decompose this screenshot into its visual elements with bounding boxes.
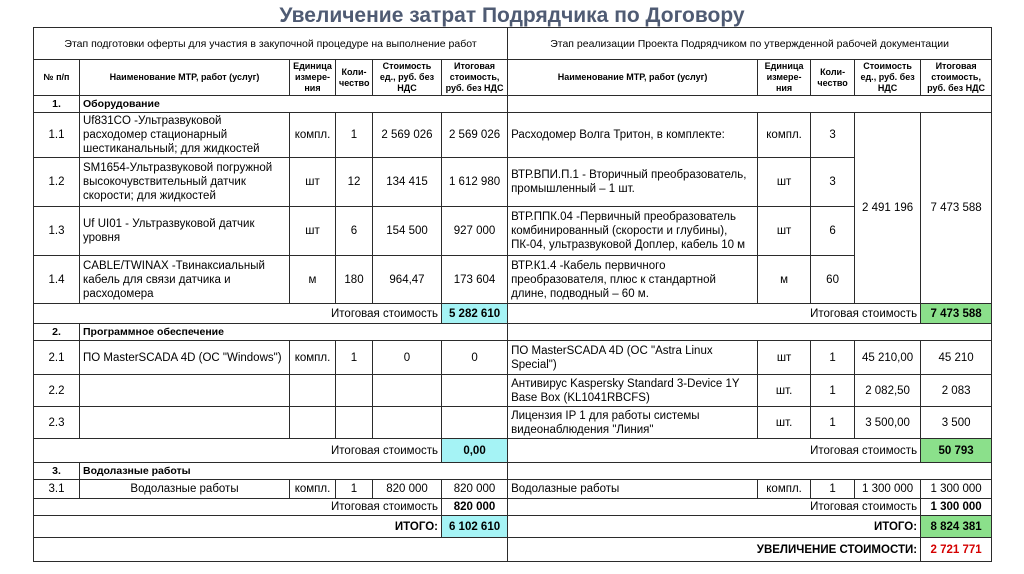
grand-total-row bbox=[34, 516, 992, 538]
subtotal-row: Итоговая стоимость 5 282 610 Итоговая стоимость 7 473 588 bbox=[34, 304, 992, 324]
section-num: 1. bbox=[34, 96, 80, 113]
subtotal-row: Итоговая стоимость 820 000 Итоговая стоимость 1 300 000 bbox=[34, 499, 992, 516]
table-row: 1.3 Uf UI01 - Ультразвуковой датчик уровня шт 6 154 500 927 000 ВТР.ППК.04 -Первичный преобразователь комбинированный (скорости и глубины), ПК-04, ультразвуковой Доплер, кабель 10 м шт 6 bbox=[34, 207, 992, 256]
col-total-header: Итоговая стоимость, руб. без НДС bbox=[442, 60, 508, 96]
col-total-header-right: Итоговая стоимость, руб. без НДС bbox=[921, 60, 992, 96]
itogo-right: 8 824 381 bbox=[921, 516, 992, 538]
col-unit-header-right: Единица измере-ния bbox=[758, 60, 811, 96]
subtotal-left: 820 000 bbox=[442, 499, 508, 516]
col-name-header: Наименование МТР, работ (услуг) bbox=[80, 60, 290, 96]
stage-right-header: Этап реализации Проекта Подрядчиком по утвержденной рабочей документации bbox=[508, 28, 992, 60]
table-row: 2.3 Лицензия IP 1 для работы системы видеонаблюдения "Линия" шт. 1 3 500,00 3 500 bbox=[34, 407, 992, 439]
subtotal-right: 50 793 bbox=[921, 439, 992, 463]
table-row: 3.1 Водолазные работы компл. 1 820 000 820 000 Водолазные работы компл. 1 1 300 000 1 300 000 bbox=[34, 480, 992, 499]
section-num: 3. bbox=[34, 463, 80, 480]
col-qty-header: Коли-чество bbox=[336, 60, 373, 96]
table-row: 1.2 SM1654-Ультразвуковой погружной высокочувствительный датчик скорости; для жидкостей шт 12 134 415 1 612 980 ВТР.ВПИ.П.1 - Вторичный преобразователь, промышленный – 1 шт. шт 3 bbox=[34, 158, 992, 207]
merged-unit-price: 2 491 196 bbox=[855, 113, 921, 304]
table-row: 1.4 CABLE/TWINAX -Твинаксиальный кабель для связи датчика и расходомера м 180 964,47 173 604 ВТР.К1.4 -Кабель первичного преобразователя, плюс к стандартной длине, подводный – 60 м. м 60 bbox=[34, 256, 992, 304]
section-num: 2. bbox=[34, 324, 80, 341]
section-label: Водолазные работы bbox=[80, 463, 508, 480]
col-unit-header: Единица измере-ния bbox=[290, 60, 336, 96]
cost-table bbox=[33, 27, 992, 562]
col-num-header: № п/п bbox=[34, 60, 80, 96]
section-label: Оборудование bbox=[80, 96, 508, 113]
increase-row bbox=[34, 538, 992, 562]
subtotal-right: 7 473 588 bbox=[921, 304, 992, 324]
subtotal-right: 1 300 000 bbox=[921, 499, 992, 516]
col-price-header-right: Стоимость ед., руб. без НДС bbox=[855, 60, 921, 96]
subtotal-row: Итоговая стоимость 0,00 Итоговая стоимость 50 793 bbox=[34, 439, 992, 463]
subtotal-left: 5 282 610 bbox=[442, 304, 508, 324]
increase-label: УВЕЛИЧЕНИЕ СТОИМОСТИ: bbox=[508, 538, 921, 562]
merged-total-price: 7 473 588 bbox=[921, 113, 992, 304]
col-name-header-right: Наименование МТР, работ (услуг) bbox=[508, 60, 758, 96]
table-row: 1.1 Uf831CO -Ультразвуковой расходомер стационарный шестиканальный; для жидкостей компл. 1 2 569 026 2 569 026 Расходомер Волга Тритон, в комплекте: компл. 3 2 491 196 7 473 588 bbox=[34, 113, 992, 158]
col-qty-header-right: Коли-чество bbox=[811, 60, 855, 96]
table-row: 2.2 Антивирус Kaspersky Standard 3-Device 1Y Base Box (KL1041RBCFS) шт. 1 2 082,50 2 083 bbox=[34, 375, 992, 407]
page-title: Увеличение затрат Подрядчика по Договору bbox=[279, 4, 745, 27]
col-price-header: Стоимость ед., руб. без НДС bbox=[373, 60, 442, 96]
table-row: 2.1 ПО MasterSCADA 4D (ОС "Windows") компл. 1 0 0 ПО MasterSCADA 4D (ОС "Astra Linux Special") шт 1 45 210,00 45 210 bbox=[34, 341, 992, 375]
stage-left-header: Этап подготовки оферты для участия в закупочной процедуре на выполнение работ bbox=[34, 28, 508, 60]
increase-value: 2 721 771 bbox=[921, 538, 992, 562]
subtotal-left: 0,00 bbox=[442, 439, 508, 463]
section-label: Программное обеспечение bbox=[80, 324, 508, 341]
itogo-left: 6 102 610 bbox=[442, 516, 508, 538]
itogo-label-left: ИТОГО: bbox=[34, 516, 442, 538]
itogo-label-right: ИТОГО: bbox=[508, 516, 921, 538]
